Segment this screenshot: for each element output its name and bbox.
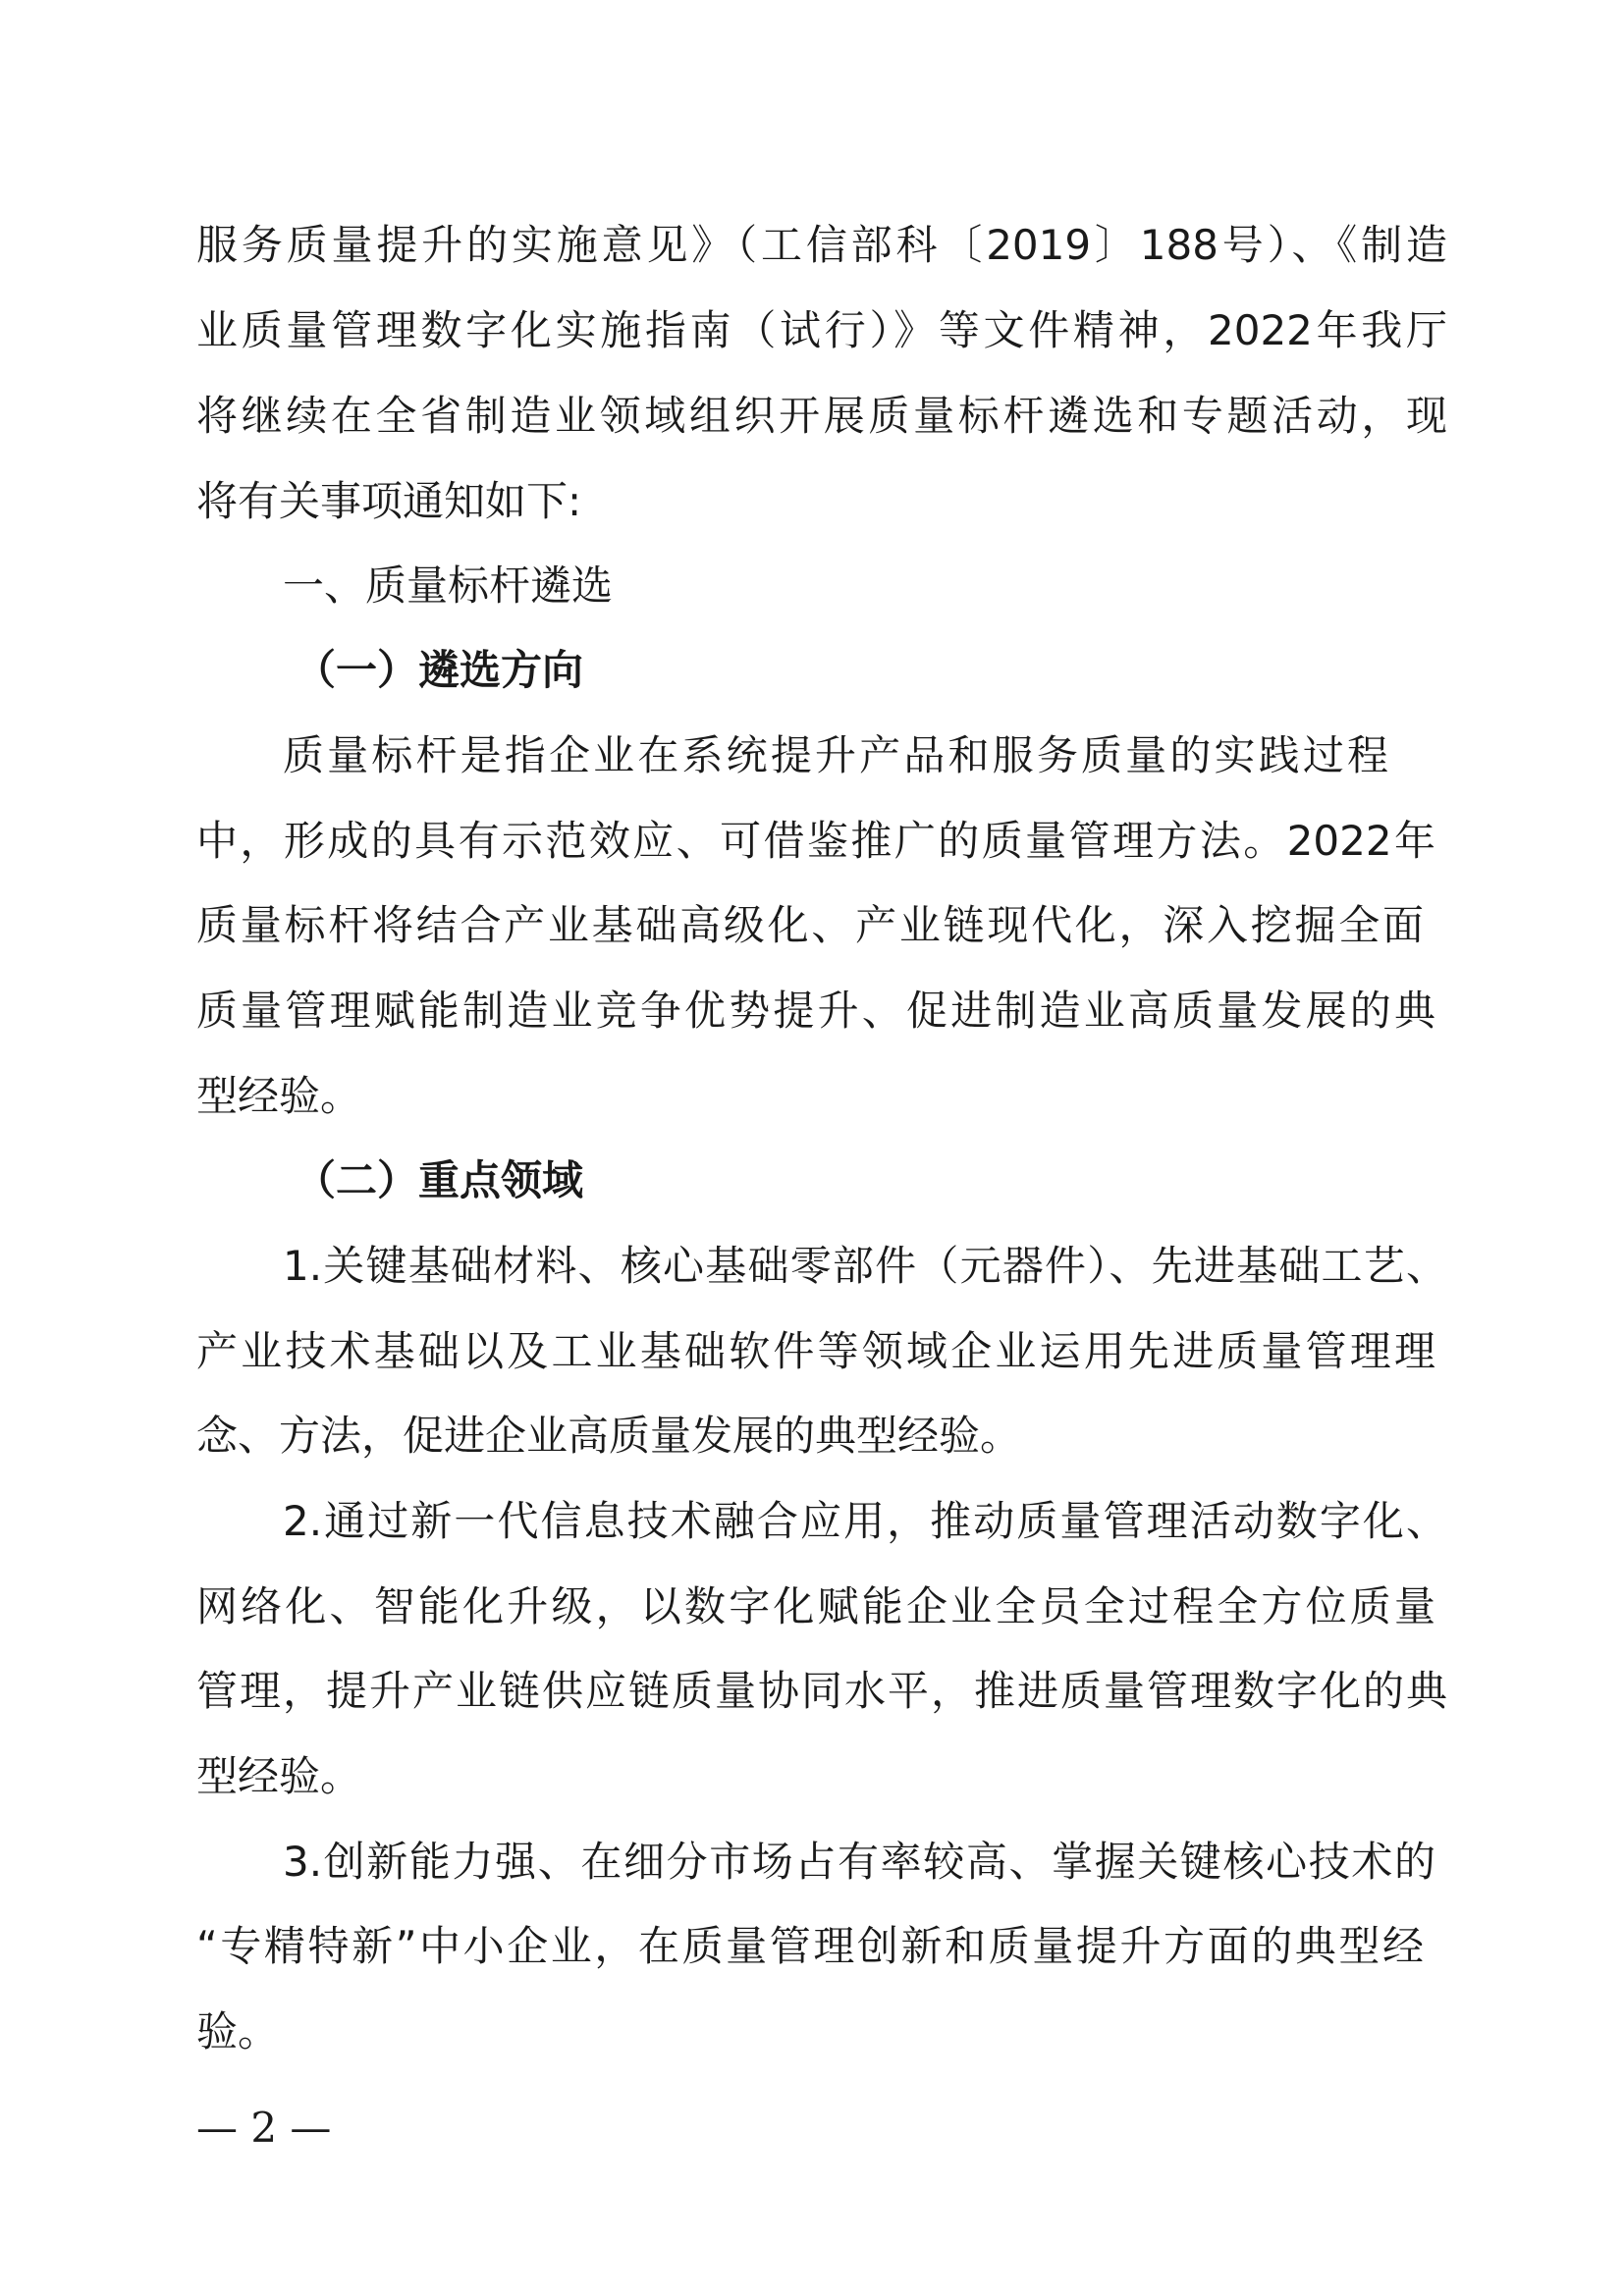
- paragraph-line-9: 型经验。: [196, 1072, 362, 1120]
- paragraph-line-12: 念、方法，促进企业高质量发展的典型经验。: [196, 1412, 1022, 1460]
- paragraph-line-3: 将继续在全省制造业领域组织开展质量标杆遴选和专题活动，现: [196, 392, 1447, 440]
- paragraph-line-4: 将有关事项通知如下:: [196, 477, 582, 525]
- paragraph-line-5: 质量标杆是指企业在系统提升产品和服务质量的实践过程: [283, 731, 1388, 779]
- paragraph-line-16: 型经验。: [196, 1752, 362, 1800]
- paragraph-line-17: 3.创新能力强、在细分市场占有率较高、掌握关键核心技术的: [283, 1838, 1435, 1886]
- paragraph-line-6: 中，形成的具有示范效应、可借鉴推广的质量管理方法。2022年: [196, 817, 1435, 865]
- subsection-heading-2: （二）重点领域: [295, 1156, 584, 1204]
- paragraph-line-11: 产业技术基础以及工业基础软件等领域企业运用先进质量管理理: [196, 1327, 1435, 1375]
- paragraph-line-14: 网络化、智能化升级，以数字化赋能企业全员全过程全方位质量: [196, 1582, 1435, 1630]
- paragraph-line-7: 质量标杆将结合产业基础高级化、产业链现代化，深入挖掘全面: [196, 901, 1424, 949]
- paragraph-line-19: 验。: [196, 2007, 280, 2056]
- subsection-heading-1: （一）遴选方向: [295, 646, 584, 694]
- paragraph-line-1: 服务质量提升的实施意见》（工信部科〔2019〕188号）、《制造: [196, 221, 1447, 269]
- paragraph-line-10: 1.关键基础材料、核心基础零部件（元器件）、先进基础工艺、: [283, 1242, 1447, 1290]
- paragraph-line-8: 质量管理赋能制造业竞争优势提升、促进制造业高质量发展的典: [196, 987, 1435, 1035]
- paragraph-line-18: “专精特新”中小企业，在质量管理创新和质量提升方面的典型经: [196, 1922, 1424, 1970]
- paragraph-line-13: 2.通过新一代信息技术融合应用，推动质量管理活动数字化、: [283, 1497, 1447, 1545]
- paragraph-line-15: 管理，提升产业链供应链质量协同水平，推进质量管理数字化的典: [196, 1667, 1447, 1715]
- paragraph-line-2: 业质量管理数字化实施指南（试行）》等文件精神，2022年我厅: [196, 306, 1447, 354]
- section-heading: 一、质量标杆遴选: [283, 561, 614, 610]
- page-number: — 2 —: [196, 2104, 332, 2152]
